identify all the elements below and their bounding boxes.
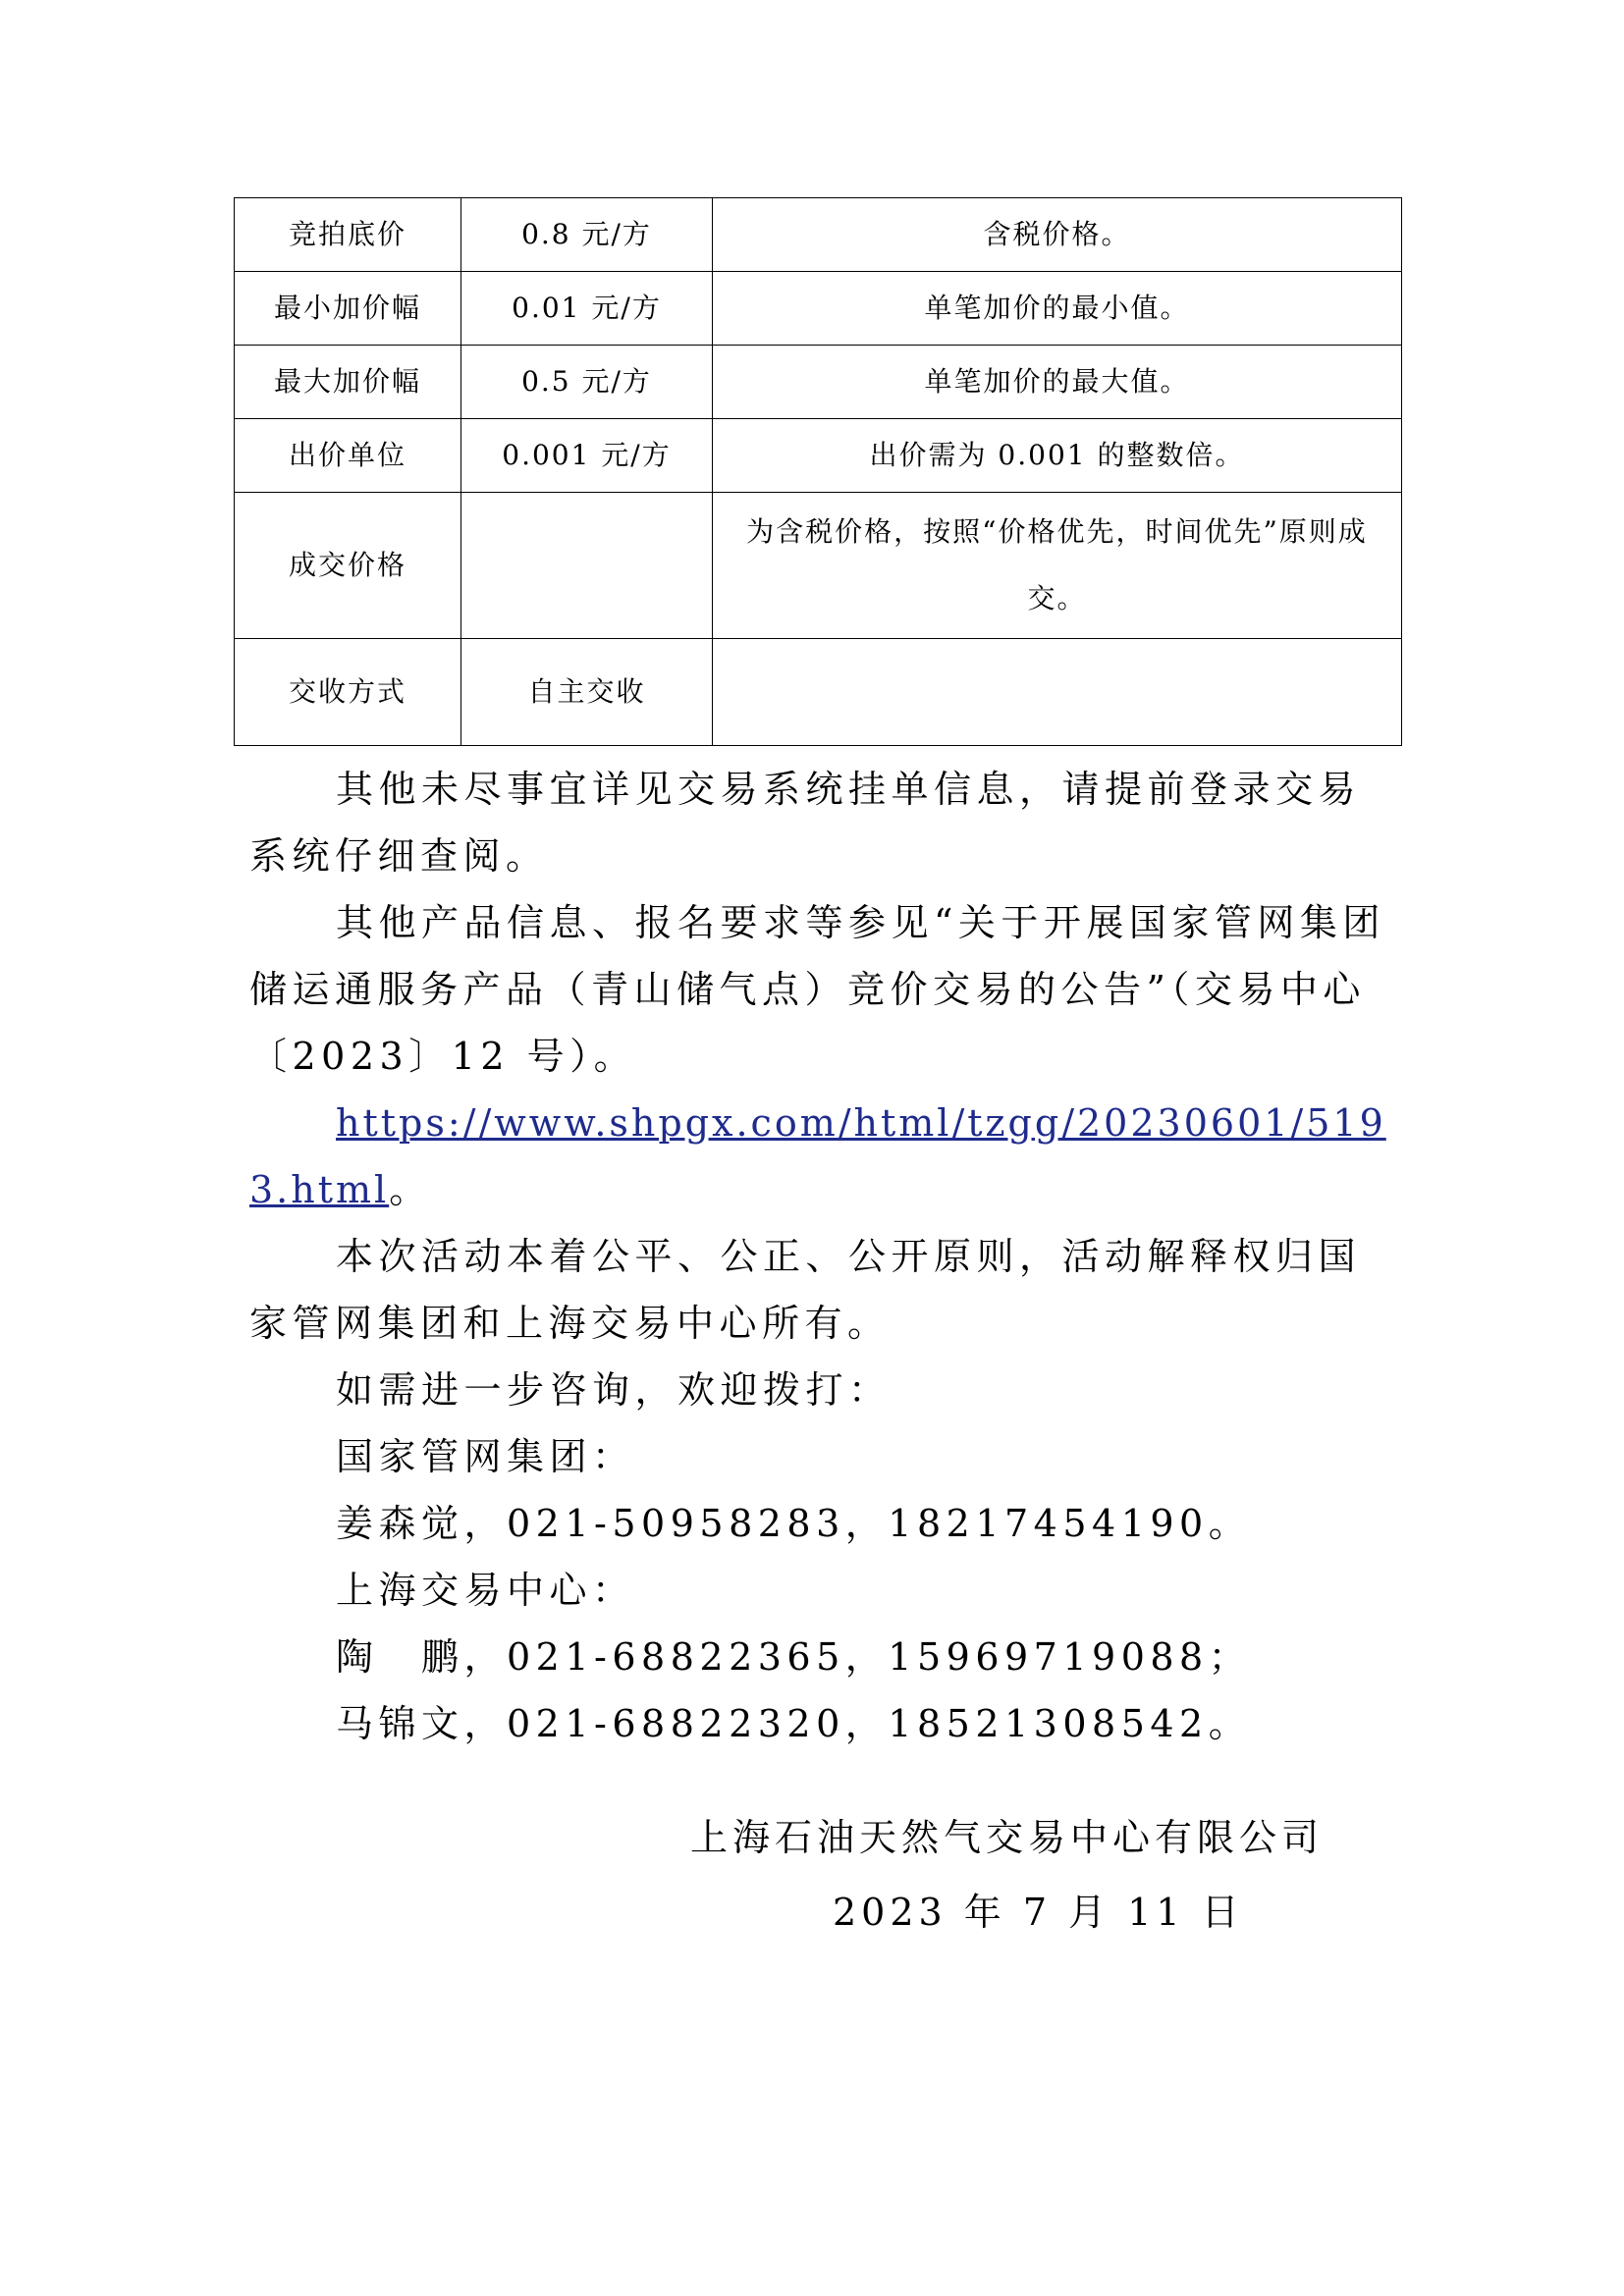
- auction-parameters-table: [234, 197, 1402, 746]
- row-label: 最小加价幅: [235, 272, 461, 346]
- paragraph-announcement-reference: 其他产品信息、报名要求等参见“关于开展国家管网集团储运通服务产品（青山储气点）竞价交易的公告”（交易中心〔2023〕12 号）。: [249, 901, 1385, 1078]
- signature-date: 2023 年 7 月 11 日: [833, 1891, 1244, 1934]
- table-row: [235, 419, 1402, 493]
- row-label: 出价单位: [235, 419, 461, 493]
- table-row: [235, 346, 1402, 419]
- contact-person: 陶 鹏，021-68822365，15969719088；: [336, 1635, 1252, 1679]
- contact-group-title: 上海交易中心：: [336, 1569, 635, 1612]
- row-value: 0.001 元/方: [461, 419, 713, 493]
- table-row: [235, 272, 1402, 346]
- row-label: 竞拍底价: [235, 198, 461, 272]
- row-note: [713, 639, 1402, 746]
- paragraph-link: [249, 1090, 1388, 1223]
- row-value: [461, 493, 713, 639]
- contact-intro: 如需进一步咨询，欢迎拨打：: [336, 1368, 892, 1412]
- contact-person: 姜森觉，021-50958283，18217454190。: [336, 1502, 1252, 1545]
- row-value: 0.5 元/方: [461, 346, 713, 419]
- row-note: 单笔加价的最小值。: [713, 272, 1402, 346]
- row-label: 交收方式: [235, 639, 461, 746]
- table-row: [235, 493, 1402, 639]
- announcement-link[interactable]: https://www.shpgx.com/html/tzgg/20230601/5193.html: [249, 1101, 1386, 1211]
- contact-group-title: 国家管网集团：: [336, 1435, 635, 1478]
- paragraph-principles: 本次活动本着公平、公正、公开原则，活动解释权归国家管网集团和上海交易中心所有。: [249, 1235, 1362, 1345]
- row-note: 出价需为 0.001 的整数倍。: [713, 419, 1402, 493]
- contact-person: 马锦文，021-68822320，18521308542。: [336, 1702, 1252, 1745]
- row-value: 0.8 元/方: [461, 198, 713, 272]
- table-row: [235, 639, 1402, 746]
- paragraph-system-reference: 其他未尽事宜详见交易系统挂单信息，请提前登录交易系统仔细查阅。: [249, 768, 1362, 878]
- link-suffix: 。: [389, 1168, 432, 1211]
- row-note: 为含税价格，按照“价格优先，时间优先”原则成交。: [713, 493, 1402, 639]
- row-label: 成交价格: [235, 493, 461, 639]
- row-label: 最大加价幅: [235, 346, 461, 419]
- notice-body: [249, 756, 1388, 1757]
- row-note: 单笔加价的最大值。: [713, 346, 1402, 419]
- row-value: 自主交收: [461, 639, 713, 746]
- signature-organization: 上海石油天然气交易中心有限公司: [690, 1816, 1325, 1859]
- table-row: [235, 198, 1402, 272]
- row-value: 0.01 元/方: [461, 272, 713, 346]
- row-note: 含税价格。: [713, 198, 1402, 272]
